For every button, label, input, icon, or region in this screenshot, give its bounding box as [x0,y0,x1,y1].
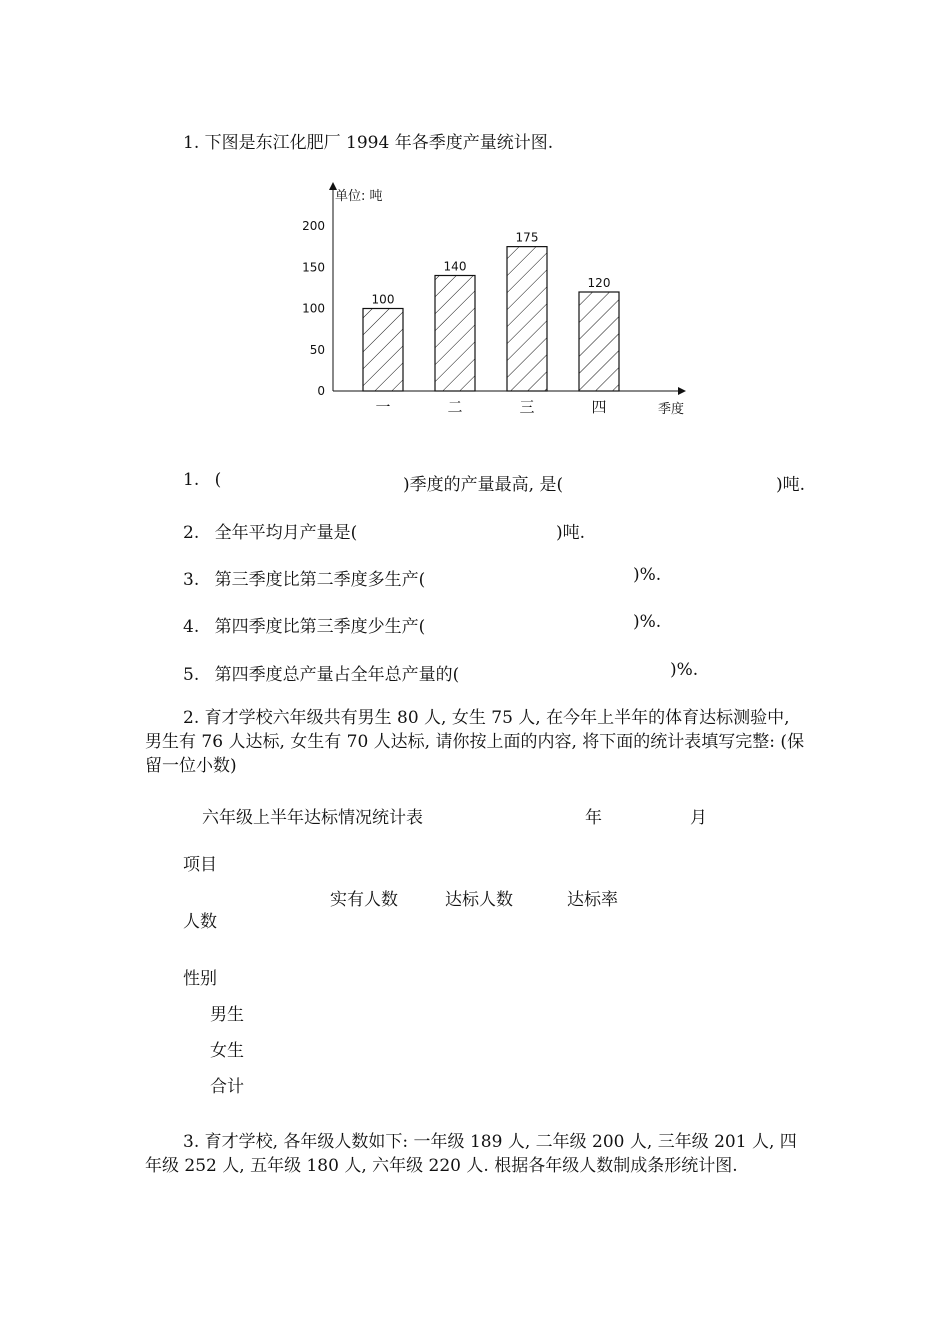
header-item: 项目 [183,855,217,875]
data-label: 140 [443,259,467,274]
y-tick-label: 100 [302,301,325,316]
bar-chart [290,170,700,430]
table-month: 月 [690,808,707,828]
q1-item-4: 4. 第四季度比第三季度少生产( [183,617,426,637]
y-tick-label: 150 [302,260,325,275]
table-title: 六年级上半年达标情况统计表 [202,808,423,828]
data-label: 175 [515,230,539,245]
category-label: 三 [519,398,535,416]
bar [579,292,619,391]
column-header-actual: 实有人数 [330,890,398,910]
column-header-passed: 达标人数 [445,890,513,910]
q1-item-5-close: )%. [670,660,699,680]
q1-item-2: 2. 全年平均月产量是( [183,523,358,543]
q1-intro: 1. 下图是东江化肥厂 1994 年各季度产量统计图. [183,133,554,153]
column-header-rate: 达标率 [567,890,618,910]
header-people: 人数 [183,912,217,932]
data-label: 120 [587,276,611,290]
q1-item-3-close: )%. [633,565,662,585]
bar [507,247,547,391]
data-label: 100 [371,292,395,307]
q1-item-3: 3. 第三季度比第二季度多生产( [183,570,426,590]
y-axis-label: 单位: 吨 [335,189,383,204]
y-tick-label: 0 [317,384,325,398]
q1-item-4-close: )%. [633,612,662,632]
bar [363,309,403,392]
q2-text: 2. 育才学校六年级共有男生 80 人, 女生 75 人, 在今年上半年的体育达标测验中, 男生有 76 人达标, 女生有 70 人达标, 请你按上面的内容, 将下面的统计表填写完整: (保留一位小数) [145,708,805,776]
y-tick-label: 50 [309,342,325,357]
x-axis-arrow [678,387,686,395]
row-label-girls: 女生 [210,1041,244,1061]
table-year: 年 [585,808,602,828]
x-axis-label: 季度 [658,402,685,417]
category-label: 二 [447,398,463,416]
y-tick-label: 200 [302,219,325,233]
q1-item-1-text: )季度的产量最高, 是( [403,475,564,495]
q1-item-5: 5. 第四季度总产量占全年总产量的( [183,665,460,685]
bar [435,276,475,392]
q3-text: 3. 育才学校, 各年级人数如下: 一年级 189 人, 二年级 200 人, 三年级 201 人, 四年级 252 人, 五年级 180 人, 六年级 220 人. 根据各年级人数制成条形统计图. [145,1132,797,1176]
row-label-boys: 男生 [210,1005,244,1025]
row-label-total: 合计 [210,1077,244,1097]
header-gender: 性别 [183,969,217,989]
category-label: 四 [591,398,607,416]
q1-item-2-close: )吨. [556,523,586,543]
q1-item-1: 1. ( [183,470,222,490]
category-label: 一 [375,398,391,416]
q1-item-1-close: )吨. [776,475,806,495]
